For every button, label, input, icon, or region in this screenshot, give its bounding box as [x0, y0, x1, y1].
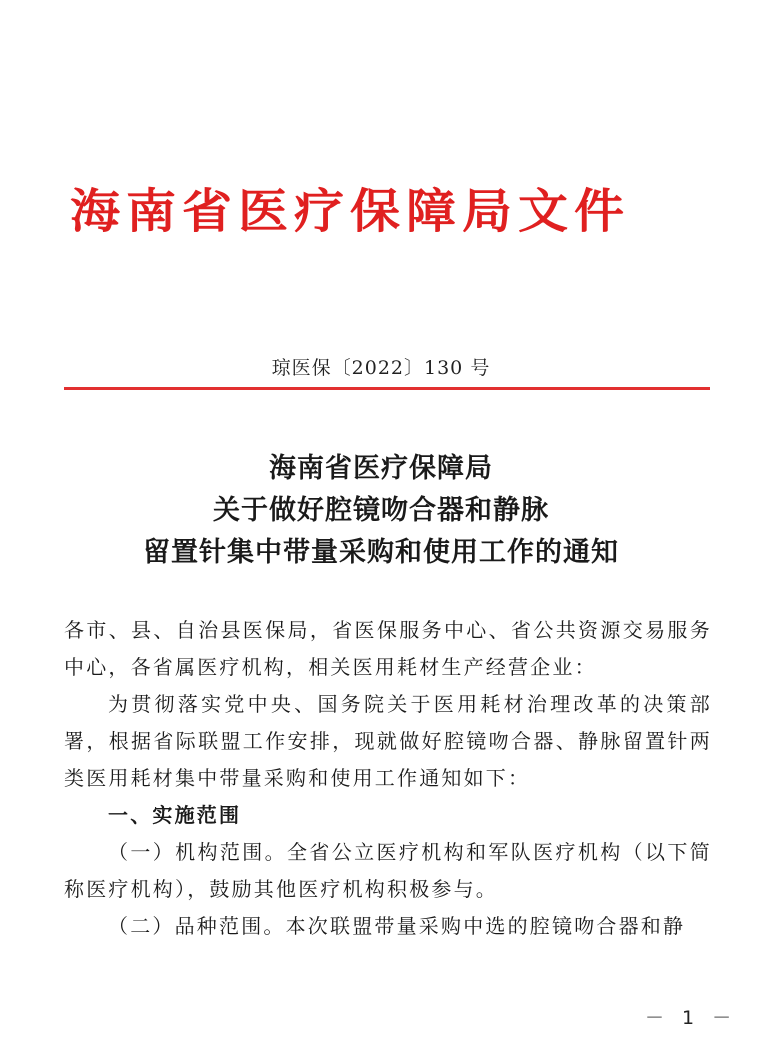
addressee-paragraph: 各市、县、自治县医保局，省医保服务中心、省公共资源交易服务中心，各省属医疗机构，相关医用耗材生产经营企业：	[64, 618, 712, 679]
document-body	[64, 612, 712, 945]
intro-paragraph: 为贯彻落实党中央、国务院关于医用耗材治理改革的决策部署，根据省际联盟工作安排，现就做好腔镜吻合器、静脉留置针两类医用耗材集中带量采购和使用工作通知如下：	[64, 692, 712, 790]
document-title-line-1: 海南省医疗保障局	[269, 453, 493, 484]
document-number: 琼医保〔2022〕130 号	[271, 357, 491, 379]
item-paragraph-1: （一）机构范围。全省公立医疗机构和军队医疗机构（以下简称医疗机构），鼓励其他医疗机构积极参与。	[64, 840, 712, 901]
section-heading: 一、实施范围	[108, 803, 242, 827]
document-title-line-2: 关于做好腔镜吻合器和静脉	[213, 495, 549, 526]
page-number: － 1 －	[645, 1007, 738, 1029]
red-divider-line	[64, 387, 710, 390]
item-paragraph-2: （二）品种范围。本次联盟带量采购中选的腔镜吻合器和静	[108, 914, 686, 938]
document-title	[0, 448, 762, 574]
document-title-line-3: 留置针集中带量采购和使用工作的通知	[143, 537, 619, 568]
issuer-header-title: 海南省医疗保障局文件	[70, 183, 630, 239]
